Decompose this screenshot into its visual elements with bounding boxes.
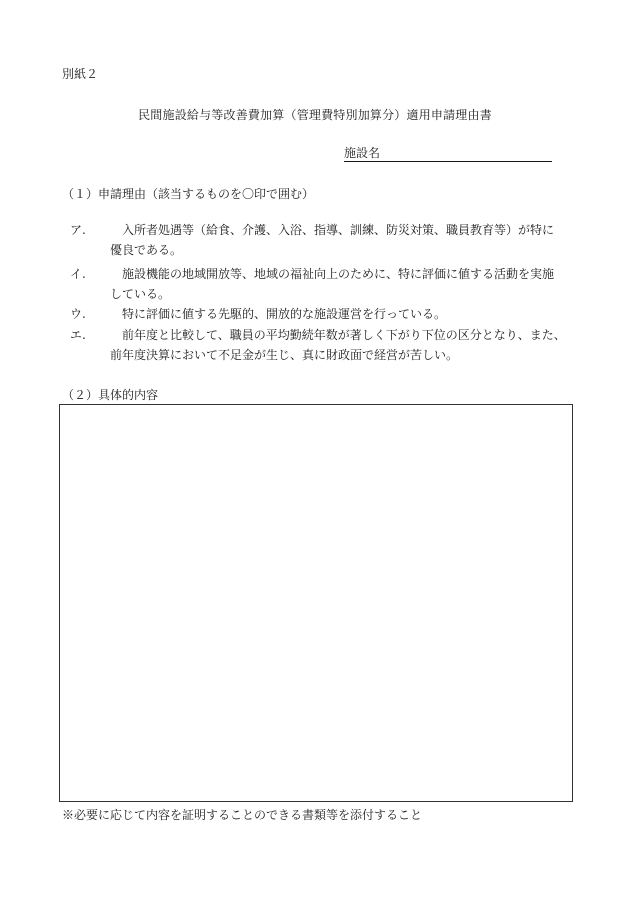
- section-reason-heading: （１）申請理由（該当するものを〇印で囲む）: [62, 187, 315, 201]
- annex-label: 別紙２: [62, 67, 99, 81]
- attachment-note: ※必要に応じて内容を証明することのできる書類等を添付すること: [62, 808, 423, 822]
- reason-text: 施設機能の地域開放等、地域の福祉向上のために、特に評価に値する活動を実施: [122, 267, 555, 281]
- details-content-box[interactable]: [59, 404, 573, 802]
- reason-marker: エ.: [70, 328, 86, 342]
- facility-name-label: 施設名: [344, 146, 381, 160]
- reason-marker: ウ.: [70, 307, 86, 321]
- reason-text-continued: 前年度決算において不足金が生じ、真に財政面で経営が苦しい。: [110, 348, 459, 362]
- section-details-heading: （２）具体的内容: [62, 388, 159, 402]
- reason-text: 前年度と比較して、職員の平均勤続年数が著しく下がり下位の区分となり、また、: [122, 328, 566, 342]
- reason-marker: イ.: [70, 267, 86, 281]
- document-title: 民間施設給与等改善費加算（管理費特別加算分）適用申請理由書: [138, 108, 492, 122]
- reason-text-continued: している。: [110, 287, 171, 301]
- reason-text: 入所者処遇等（給食、介護、入浴、指導、訓練、防災対策、職員教育等）が特に: [122, 223, 555, 237]
- reason-text-continued: 優良である。: [110, 243, 183, 257]
- reason-marker: ア.: [70, 223, 86, 237]
- facility-name-field[interactable]: [344, 146, 552, 162]
- reason-text: 特に評価に値する先駆的、開放的な施設運営を行っている。: [122, 307, 447, 321]
